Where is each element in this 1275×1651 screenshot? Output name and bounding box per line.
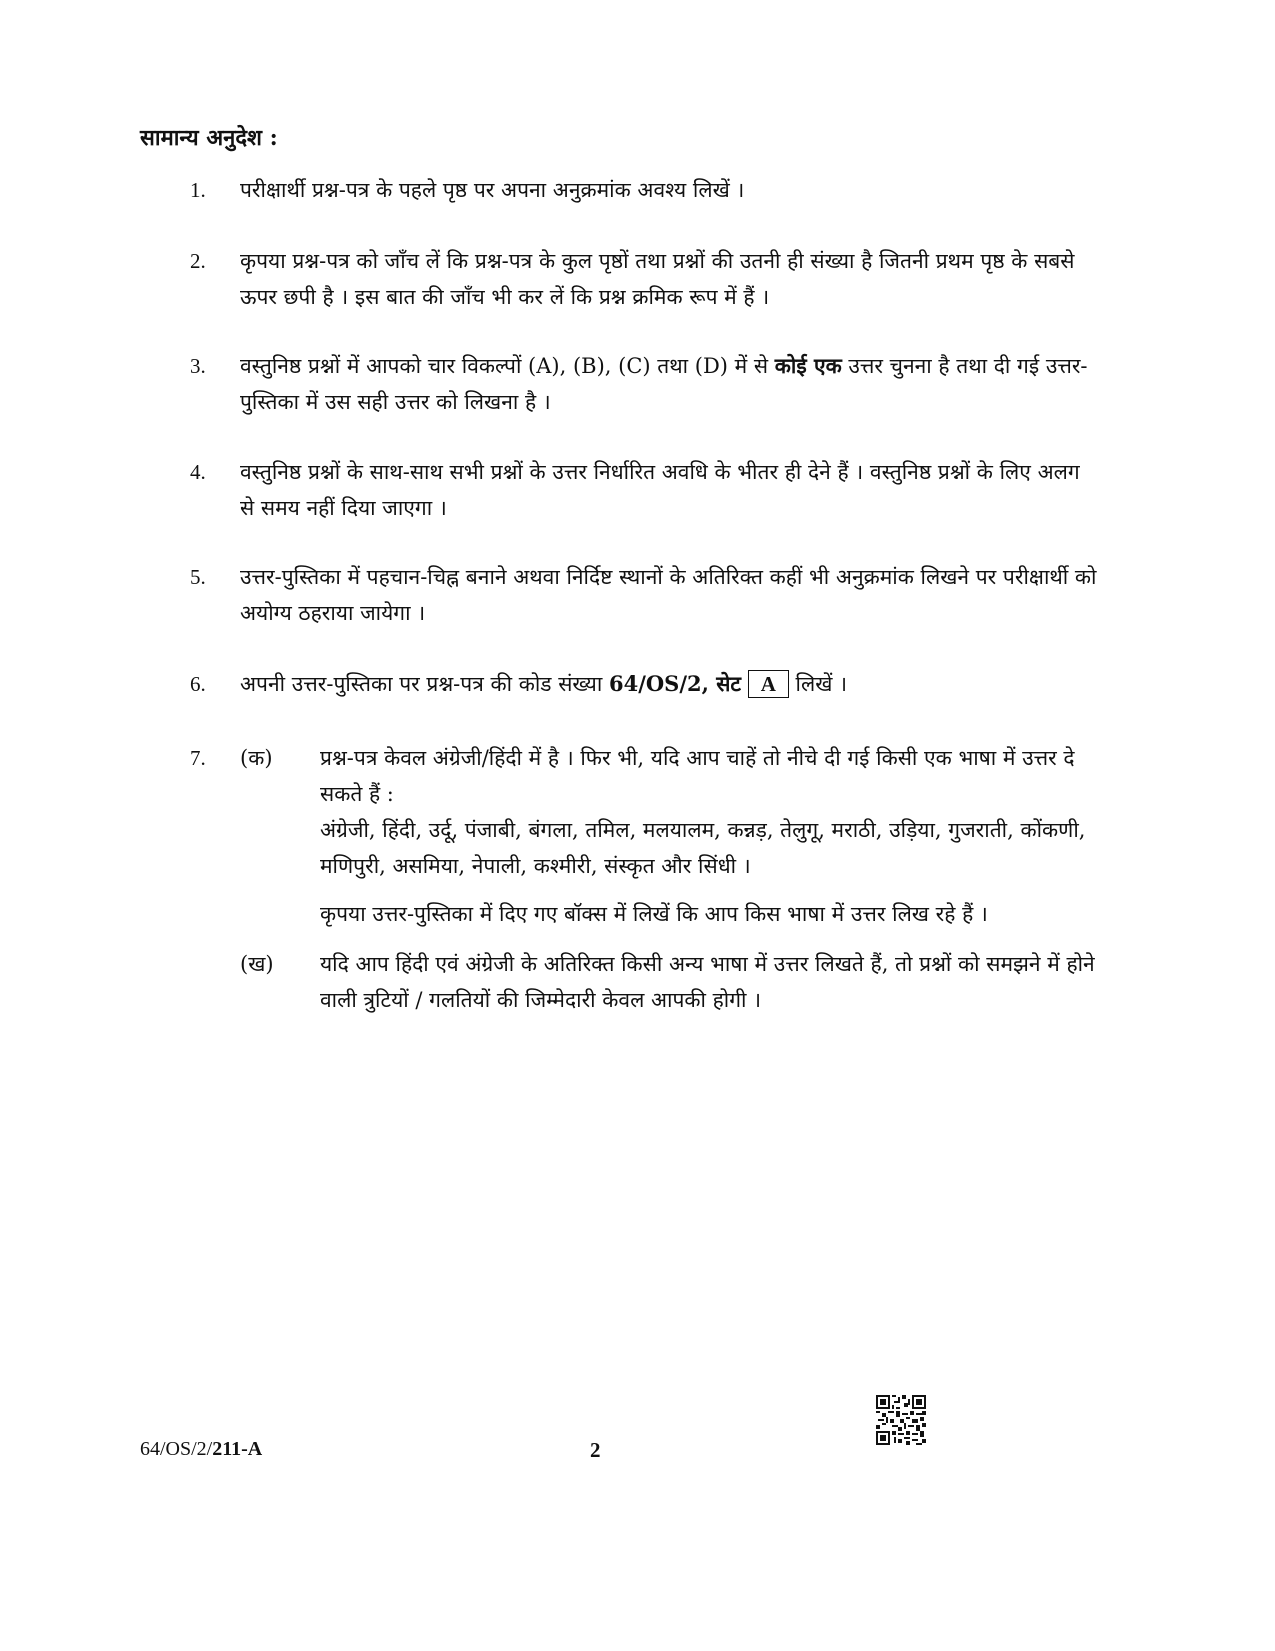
sub-item-label: (क) <box>240 746 273 770</box>
item-number: 2. <box>190 249 206 273</box>
item-number: 1. <box>190 178 206 202</box>
item-number: 5. <box>190 565 206 589</box>
item-text: उत्तर-पुस्तिका में पहचान-चिह्न बनाने अथवा निर्दिष्ट स्थानों के अतिरिक्त कहीं भी अनुक्रमांक लिखने पर परीक्षार्थी को अयोग्य ठहराया जायेगा । <box>240 565 1097 625</box>
sub-item-a <box>190 740 1100 932</box>
sub-item-text: यदि आप हिंदी एवं अंग्रेजी के अतिरिक्त किसी अन्य भाषा में उत्तर लिखते हैं, तो प्रश्नों को समझने में होने वाली त्रुटियों / गलतियों की जिम्मेदारी केवल आपकी होगी । <box>320 952 1095 1012</box>
item-number: 6. <box>190 672 206 696</box>
sub-item-text: प्रश्न-पत्र केवल अंग्रेजी/हिंदी में है । फिर भी, यदि आप चाहें तो नीचे दी गई किसी एक भाषा में उत्तर दे सकते हैं : <box>320 746 1075 806</box>
instruction-item-2 <box>190 243 1100 315</box>
item-number: 7. <box>190 746 206 770</box>
item-number: 4. <box>190 460 206 484</box>
item-text: कृपया प्रश्न-पत्र को जाँच लें कि प्रश्न-पत्र के कुल पृष्ठों तथा प्रश्नों की उतनी ही संख्या है जितनी प्रथम पृष्ठ के सबसे ऊपर छपी है । इस बात की जाँच भी कर लें कि प्रश्न क्रमिक रूप में हैं । <box>240 249 1075 309</box>
item-text: परीक्षार्थी प्रश्न-पत्र के पहले पृष्ठ पर अपना अनुक्रमांक अवश्य लिखें । <box>240 178 745 202</box>
instruction-item-6 <box>190 666 1100 702</box>
item-text-part-b: उत्तर चुनना है तथा दी गई उत्तर-पुस्तिका में उस सही उत्तर को लिखना है । <box>240 354 1088 414</box>
qr-code-icon <box>876 1395 926 1445</box>
instruction-item-3 <box>190 348 1100 420</box>
sub-item-note: कृपया उत्तर-पुस्तिका में दिए गए बॉक्स में लिखें कि आप किस भाषा में उत्तर लिख रहे हैं । <box>320 902 988 926</box>
set-box: A <box>748 670 789 698</box>
item-text-part-a: अपनी उत्तर-पुस्तिका पर प्रश्न-पत्र की कोड संख्या <box>240 672 609 696</box>
instruction-item-7 <box>190 740 1100 1018</box>
sub-item-label: (ख) <box>240 952 274 976</box>
item-text-part-b: लिखें । <box>788 672 848 696</box>
instruction-item-1 <box>190 172 1100 208</box>
item-text-part-a: वस्तुनिष्ठ प्रश्नों में आपको चार विकल्पों (A), (B), (C) तथा (D) में से <box>240 354 775 378</box>
item-text: वस्तुनिष्ठ प्रश्नों के साथ-साथ सभी प्रश्नों के उत्तर निर्धारित अवधि के भीतर ही देने हैं । वस्तुनिष्ठ प्रश्नों के लिए अलग से समय नहीं दिया जाएगा । <box>240 460 1080 520</box>
paper-code-set: 211-A <box>212 1438 263 1460</box>
code-number: 64/OS/2, सेट <box>608 671 742 696</box>
item-text-emphasis: कोई एक <box>774 353 842 378</box>
sub-item-b <box>190 946 1100 1018</box>
paper-code <box>140 1438 262 1461</box>
instructions-heading: सामान्य अनुदेश : <box>140 125 278 151</box>
item-number: 3. <box>190 354 206 378</box>
languages-list: अंग्रेजी, हिंदी, उर्दू, पंजाबी, बंगला, तमिल, मलयालम, कन्नड़, तेलुगू, मराठी, उड़िया, गुजराती, कोंकणी, मणिपुरी, असमिया, नेपाली, कश्मीरी, संस्कृत और सिंधी । <box>320 818 1086 878</box>
item-text <box>240 348 1100 420</box>
paper-code-prefix: 64/OS/2/ <box>140 1438 213 1460</box>
page-number: 2 <box>590 1438 601 1462</box>
instruction-item-4 <box>190 454 1100 526</box>
instruction-item-5 <box>190 559 1100 631</box>
item-text <box>240 666 1100 702</box>
